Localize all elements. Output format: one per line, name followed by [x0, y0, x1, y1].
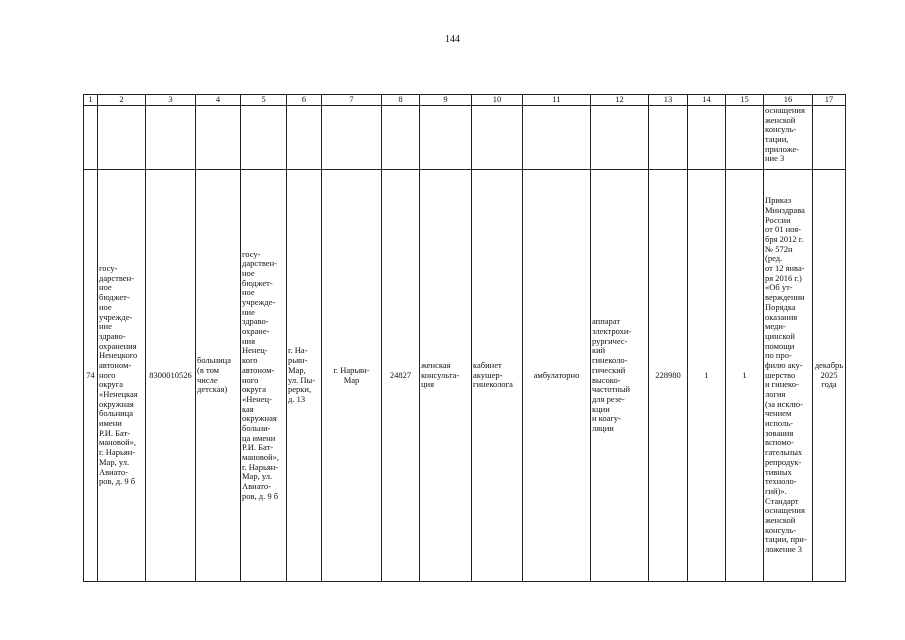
city-cell — [322, 170, 382, 582]
table-cell — [688, 106, 726, 170]
column-number: 4 — [196, 95, 241, 106]
table-cell — [382, 106, 420, 170]
institution-cell — [98, 170, 146, 582]
quantity-cell — [688, 170, 726, 582]
column-number: 13 — [649, 95, 688, 106]
quantity-value: 1 — [742, 369, 747, 380]
room-value: кабинет акушер- гинеколога — [473, 359, 513, 390]
quantity-cell — [726, 170, 764, 582]
address-cell — [287, 170, 322, 582]
table-cell — [196, 106, 241, 170]
deadline-cell — [813, 170, 846, 582]
address-value: г. На- рьян- Мар, ул. Пы- рерки, д. 13 — [288, 345, 316, 404]
room-cell — [472, 170, 523, 582]
amount-cell — [649, 170, 688, 582]
page-number: 144 — [445, 34, 460, 45]
basis-text: Приказ Минздрава России от 01 ноя- бря 2012 г. № 572н (ред. от 12 янва- ря 2016 г.) «Об ут- верждении Порядка оказания меди- цинской помощи по про- филю аку- шерство и гинеко- логия (за исклю- чением исполь- зования вспомо- гательных репродук- тивных техноло- гий)». Стандарт оснащения женской консуль- тации, при- ложение 3 — [765, 195, 807, 555]
table-cell — [98, 106, 146, 170]
column-number: 12 — [591, 95, 649, 106]
table-cell — [146, 106, 196, 170]
table-row — [84, 170, 846, 582]
care-cell — [523, 170, 591, 582]
column-number: 11 — [523, 95, 591, 106]
row-number: 74 — [86, 369, 95, 380]
institution-name: госу- дарствен- ное бюджет- ное учрежде- ние здраво- охранения Ненецкого автоном- ного округа «Ненецкая окружная больница имени Р.И. Бат- мановой», г. Нарьян- Мар, ул. Авиато- ров, д. 9 б — [99, 263, 138, 487]
column-number: 2 — [98, 95, 146, 106]
basis-cell — [764, 170, 813, 582]
deadline-value: декабрь 2025 года — [814, 359, 844, 390]
row-number-cell — [84, 170, 98, 582]
column-number: 7 — [322, 95, 382, 106]
code-cell — [382, 170, 420, 582]
table-cell — [420, 106, 472, 170]
column-number: 1 — [84, 95, 98, 106]
equipment-name: аппарат электрохи- рургичес- кий гинеколо- гический высоко- частотный для резе- кции и коагу- ляции — [592, 316, 632, 433]
table-cell — [241, 106, 287, 170]
holder-cell — [241, 170, 287, 582]
table-cell — [472, 106, 523, 170]
column-number: 8 — [382, 95, 420, 106]
table-cell — [591, 106, 649, 170]
basis-continuation-text: оснащения женской консуль- тации, приложе- ние 3 — [765, 105, 805, 164]
column-number: 3 — [146, 95, 196, 106]
column-number: 14 — [688, 95, 726, 106]
table-cell — [813, 106, 846, 170]
column-number: 6 — [287, 95, 322, 106]
type-cell — [196, 170, 241, 582]
quantity-value: 1 — [704, 369, 709, 380]
column-number: 9 — [420, 95, 472, 106]
table-cell — [726, 106, 764, 170]
column-number: 17 — [813, 95, 846, 106]
column-number: 15 — [726, 95, 764, 106]
table-cell — [287, 106, 322, 170]
department-value: женская консульта- ция — [421, 359, 460, 390]
institution-type: больница (в том числе детская) — [197, 355, 231, 395]
continuation-row — [84, 106, 846, 170]
code-value: 24827 — [389, 369, 412, 380]
inn-cell — [146, 170, 196, 582]
table-cell — [84, 106, 98, 170]
amount-value: 228980 — [655, 369, 681, 380]
column-number: 5 — [241, 95, 287, 106]
department-cell — [420, 170, 472, 582]
basis-continuation-cell — [764, 106, 813, 170]
equipment-cell — [591, 170, 649, 582]
column-number-row — [84, 95, 846, 106]
inn-value: 8300010526 — [149, 369, 192, 380]
column-number: 10 — [472, 95, 523, 106]
column-number: 16 — [764, 95, 813, 106]
city-value: г. Нарьян- Мар — [333, 364, 370, 385]
care-value: амбулаторно — [533, 369, 580, 380]
equipment-table — [83, 94, 846, 582]
table-cell — [523, 106, 591, 170]
table-cell — [322, 106, 382, 170]
table-cell — [649, 106, 688, 170]
holder-name: госу- дарствен- ное бюджет- ное учрежде- ние здраво- охране- ния Ненец- кого автоном- ного округа «Ненец- кая окружная больни- ца имени Р.И. Бат- мановой», г. Нарьян- Мар, ул. Авиато- ров, д. 9 б — [242, 248, 280, 501]
